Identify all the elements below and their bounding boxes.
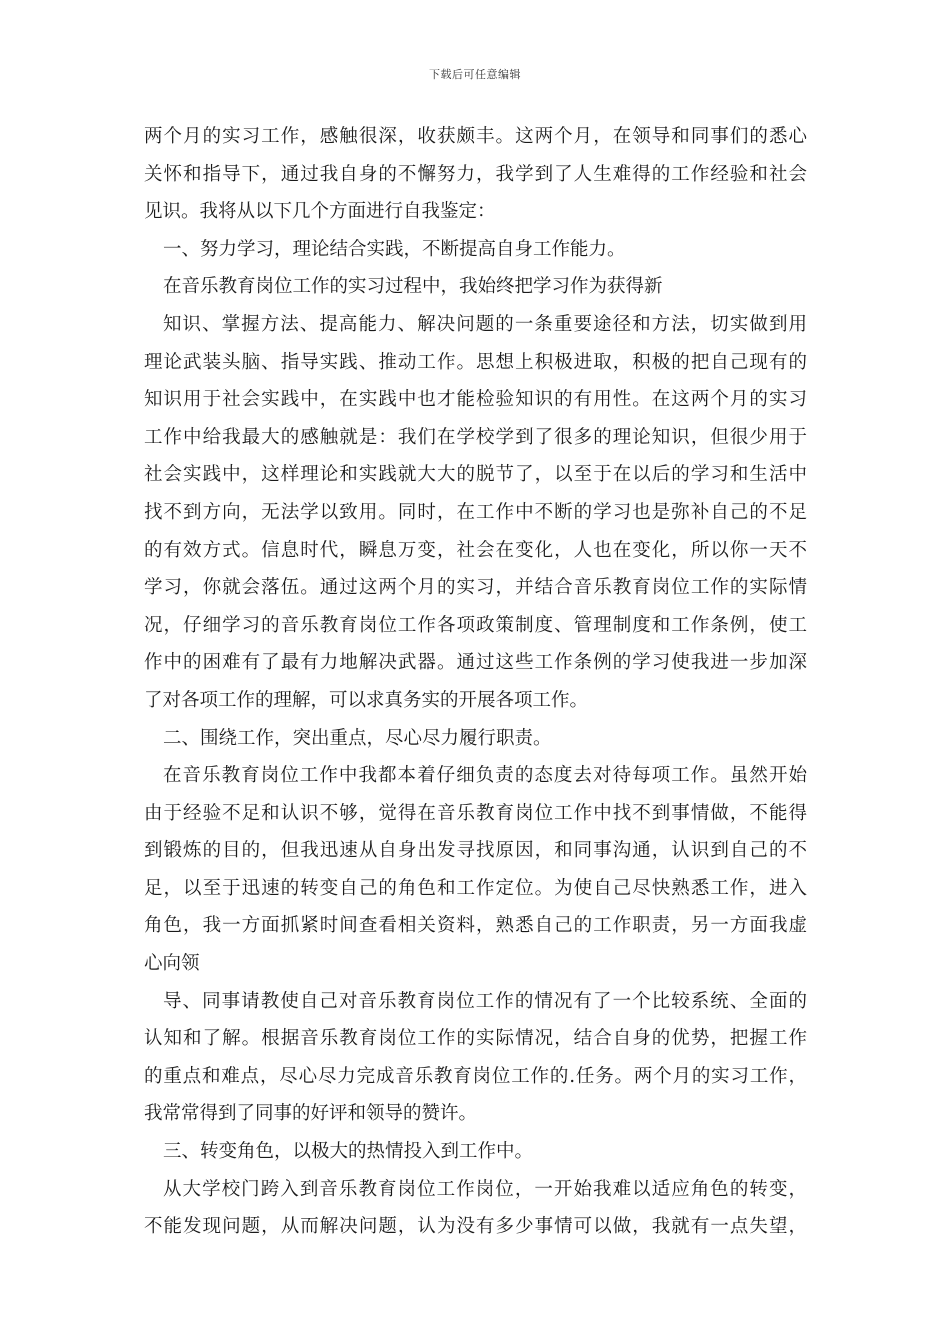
text-line: 况，仔细学习的音乐教育岗位工作各项政策制度、管理制度和工作条例，使工 [144, 614, 807, 636]
text-line: 心向领 [144, 953, 200, 975]
text-line: 二、围绕工作，突出重点，尽心尽力履行职责。 [163, 727, 552, 749]
text-line: 见识。我将从以下几个方面进行自我鉴定： [144, 201, 496, 223]
text-line: 足，以至于迅速的转变自己的角色和工作定位。为使自己尽快熟悉工作，进入 [144, 877, 807, 899]
text-line: 理论武装头脑、指导实践、推动工作。思想上积极进取，积极的把自己现有的 [144, 351, 807, 373]
document-body [144, 118, 807, 1246]
text-line: 学习，你就会落伍。通过这两个月的实习，并结合音乐教育岗位工作的实际情 [144, 577, 807, 599]
text-line: 认知和了解。根据音乐教育岗位工作的实际情况，结合自身的优势，把握工作 [144, 1028, 807, 1050]
text-line: 工作中给我最大的感触就是：我们在学校学到了很多的理论知识，但很少用于 [144, 426, 807, 448]
text-line: 我常常得到了同事的好评和领导的赞许。 [144, 1103, 478, 1125]
text-line: 不能发现问题，从而解决问题，认为没有多少事情可以做，我就有一点失望， [144, 1216, 807, 1238]
text-line: 到锻炼的目的，但我迅速从自身出发寻找原因，和同事沟通，认识到自己的不 [144, 840, 807, 862]
text-line: 关怀和指导下，通过我自身的不懈努力，我学到了人生难得的工作经验和社会 [144, 163, 807, 185]
text-line: 在音乐教育岗位工作中我都本着仔细负责的态度去对待每项工作。虽然开始 [163, 765, 807, 787]
text-line: 导、同事请教使自己对音乐教育岗位工作的情况有了一个比较系统、全面的 [163, 990, 807, 1012]
text-line: 三、转变角色，以极大的热情投入到工作中。 [163, 1141, 534, 1163]
text-line: 知识用于社会实践中，在实践中也才能检验知识的有用性。在这两个月的实习 [144, 389, 807, 411]
text-line: 由于经验不足和认识不够，觉得在音乐教育岗位工作中找不到事情做，不能得 [144, 802, 807, 824]
text-line: 作中的困难有了最有力地解决武器。通过这些工作条例的学习使我进一步加深 [144, 652, 807, 674]
page-header: 下载后可任意编辑 [429, 68, 521, 81]
text-line: 知识、掌握方法、提高能力、解决问题的一条重要途径和方法，切实做到用 [163, 313, 807, 335]
text-line: 的重点和难点，尽心尽力完成音乐教育岗位工作的.任务。两个月的实习工作， [144, 1065, 807, 1087]
text-line: 角色，我一方面抓紧时间查看相关资料，熟悉自己的工作职责，另一方面我虚 [144, 915, 807, 937]
text-line: 找不到方向，无法学以致用。同时，在工作中不断的学习也是弥补自己的不足 [144, 501, 807, 523]
text-line: 了对各项工作的理解，可以求真务实的开展各项工作。 [144, 689, 589, 711]
text-line: 两个月的实习工作，感触很深，收获颇丰。这两个月，在领导和同事们的悉心 [144, 126, 807, 147]
text-line: 的有效方式。信息时代，瞬息万变，社会在变化，人也在变化，所以你一天不 [144, 539, 807, 561]
text-line: 从大学校门跨入到音乐教育岗位工作岗位，一开始我难以适应角色的转变， [163, 1178, 807, 1200]
text-line: 在音乐教育岗位工作的实习过程中，我始终把学习作为获得新 [163, 276, 663, 298]
text-line: 社会实践中，这样理论和实践就大大的脱节了，以至于在以后的学习和生活中 [144, 464, 807, 486]
text-line: 一、努力学习，理论结合实践，不断提高自身工作能力。 [163, 238, 626, 260]
